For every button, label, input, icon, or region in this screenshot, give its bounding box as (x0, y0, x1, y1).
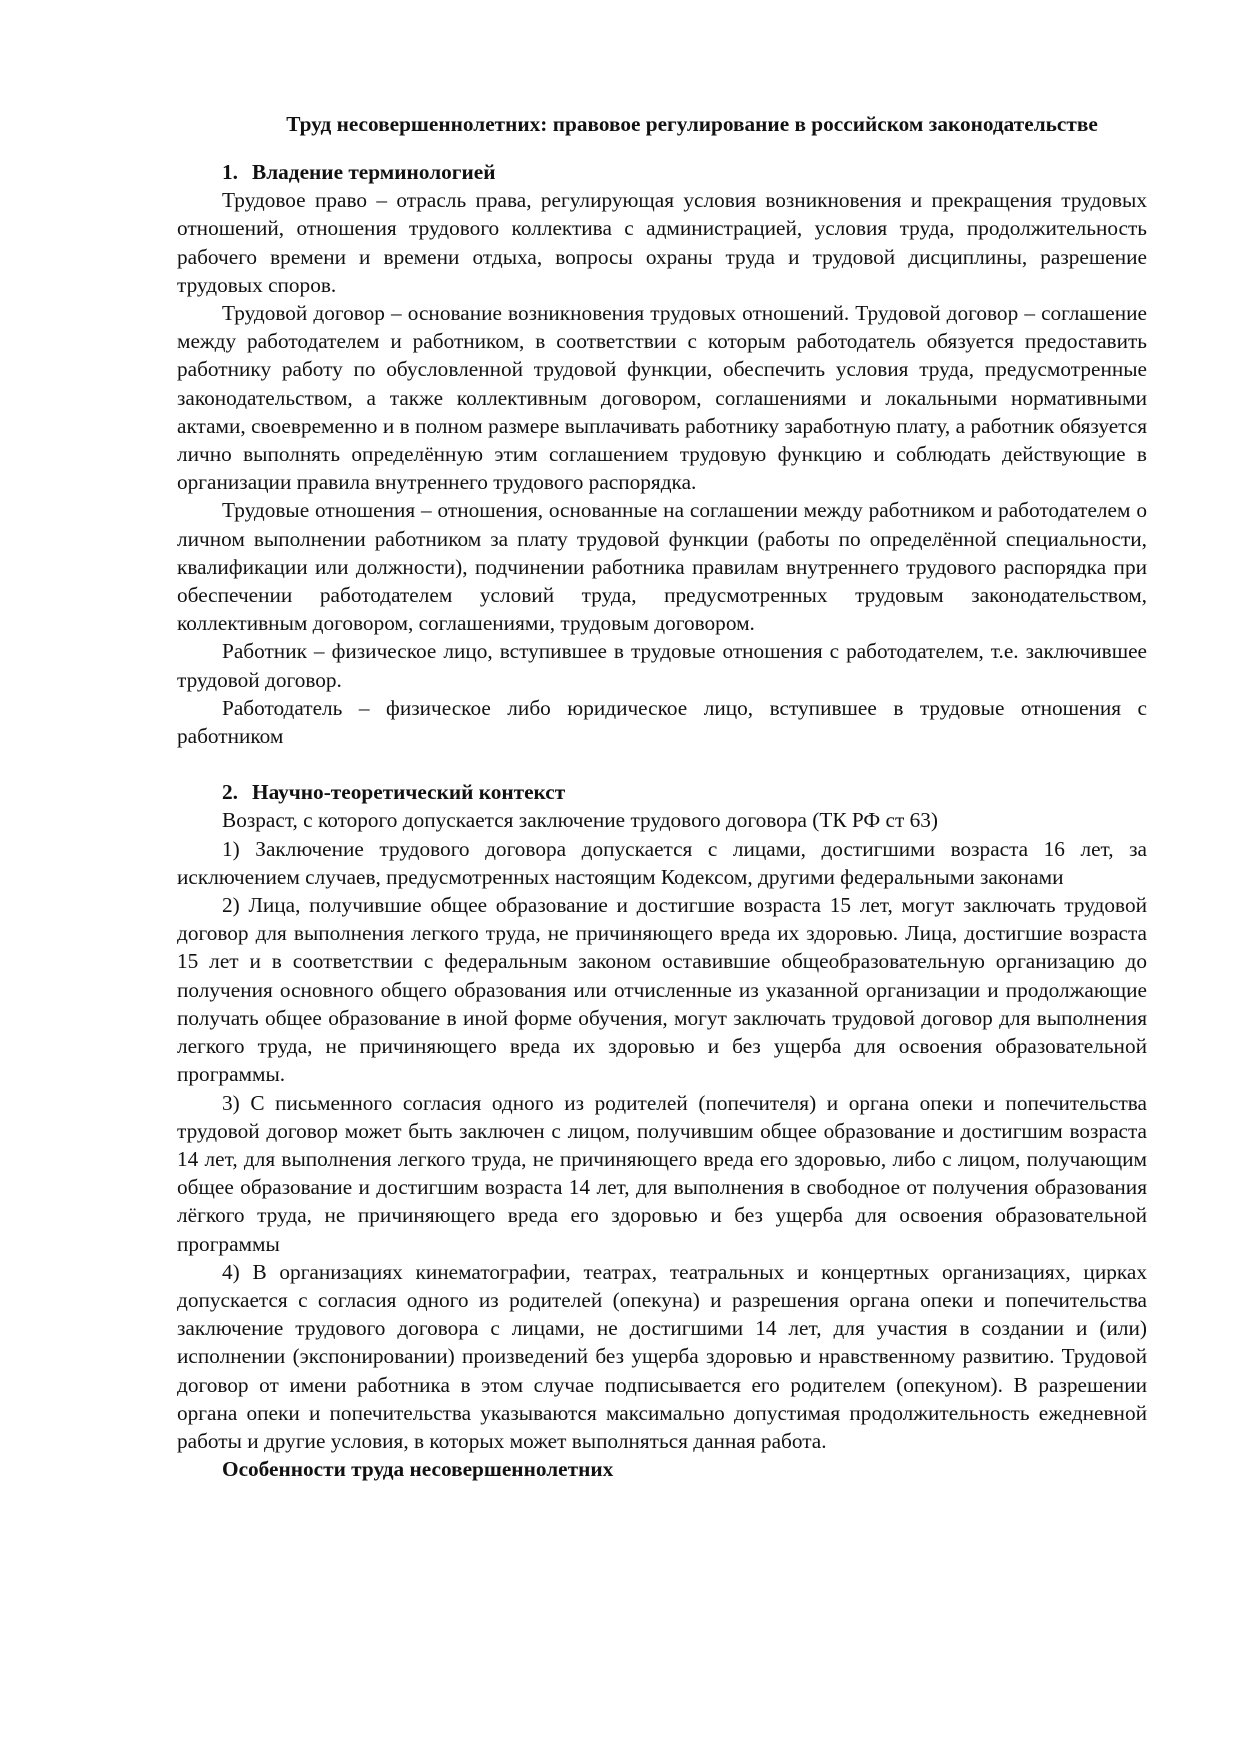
section-1-heading-text: Владение терминологией (252, 160, 496, 184)
section-2-heading (177, 778, 1147, 806)
section-2-item: 4) В организациях кинематографии, театрах, театральных и концертных организациях, цирках допускается с согласия одного из родителей (опекуна) и разрешения органа опеки и попечительства заключение трудового договора с лицами, не достигшими 14 лет, для участия в создании и (или) исполнении (экспонировании) произведений без ущерба здоровью и нравственному развитию. Трудовой договор от имени работника в этом случае подписывается его родителем (опекуном). В разрешении органа опеки и попечительства указываются максимально допустимая продолжительность ежедневной работы и другие условия, в которых может выполняться данная работа. (177, 1259, 1147, 1453)
section-1-paragraph: Трудовой договор – основание возникновения трудовых отношений. Трудовой договор – соглашение между работодателем и работником, в соответствии с которым работодатель обязуется предоставить работнику работу по обусловленной трудовой функции, обеспечить условия труда, предусмотренные законодательством, а также коллективным договором, соглашениями и локальными нормативными актами, своевременно и в полном размере выплачивать работнику заработную плату, а работник обязуется лично выполнять определённую этим соглашением трудовую функцию и соблюдать действующие в организации правила внутреннего трудового распорядка. (177, 301, 1147, 495)
section-2-heading-text: Научно-теоретический контекст (252, 780, 566, 805)
section-2-subheading: Особенности труда несовершеннолетних (222, 1457, 614, 1482)
document-page (177, 110, 1147, 1483)
section-2-intro: Возраст, с которого допускается заключение трудового договора (ТК РФ ст 63) (222, 808, 938, 833)
document-title: Труд несовершеннолетних: правовое регулирование в российском законодательстве (286, 112, 1098, 136)
section-2-item: 3) С письменного согласия одного из родителей (попечителя) и органа опеки и попечительства трудовой договор может быть заключен с лицом, получившим общее образование и достигшим возраста 14 лет, для выполнения легкого труда, не причиняющего вреда его здоровью, либо с лицом, получающим общее образование и достигшим возраста 14 лет, для выполнения в свободное от получения образования лёгкого труда, не причиняющего вреда его здоровью и без ущерба для освоения образовательной программы (177, 1090, 1147, 1256)
section-2-number: 2. (222, 780, 238, 805)
section-1-heading (177, 158, 1147, 186)
section-2-item: 1) Заключение трудового договора допускается с лицами, достигшими возраста 16 лет, за исключением случаев, предусмотренных настоящим Кодексом, другими федеральными законами (177, 836, 1147, 889)
section-1-paragraph: Трудовые отношения – отношения, основанные на соглашении между работником и работодателем о личном выполнении работником за плату трудовой функции (работы по определённой специальности, квалификации или должности), подчинении работника правилам внутреннего трудового распорядка при обеспечении работодателем условий труда, предусмотренных трудовым законодательством, коллективным договором, соглашениями, трудовым договором. (177, 498, 1147, 636)
section-1-paragraph: Работодатель – физическое либо юридическое лицо, вступившее в трудовые отношения с работником (177, 695, 1147, 749)
section-1-paragraph: Трудовое право – отрасль права, регулирующая условия возникновения и прекращения трудовых отношений, отношения трудового коллектива с администрацией, условия труда, продолжительность рабочего времени и времени отдыха, вопросы охраны труда и трудовой дисциплины, разрешение трудовых споров. (177, 188, 1147, 297)
section-1-number: 1. (222, 160, 238, 184)
section-2-item: 2) Лица, получившие общее образование и достигшие возраста 15 лет, могут заключать трудовой договор для выполнения легкого труда, не причиняющего вреда их здоровью. Лица, достигшие возраста 15 лет и в соответствии с федеральным законом оставившие общеобразовательную организацию до получения основного общего образования или отчисленные из указанной организации и продолжающие получать общее образование в иной форме обучения, могут заключать трудовой договор для выполнения легкого труда, не причиняющего вреда их здоровью и без ущерба для освоения образовательной программы. (177, 893, 1147, 1087)
spacer (177, 750, 1147, 778)
section-1-paragraph: Работник – физическое лицо, вступившее в трудовые отношения с работодателем, т.е. заключившее трудовой договор. (177, 639, 1147, 692)
